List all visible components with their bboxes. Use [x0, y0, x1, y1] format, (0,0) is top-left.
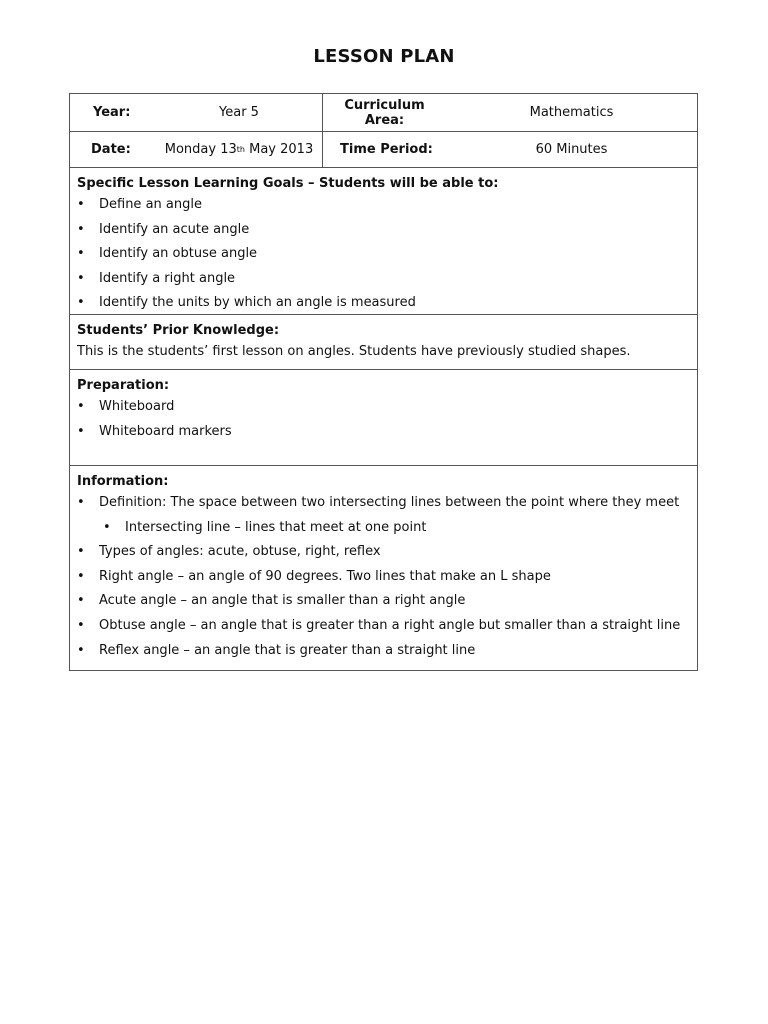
preparation-list: [77, 395, 690, 444]
list-item: • Identify a right angle: [77, 267, 690, 292]
list-item: • Identify the units by which an angle is measured: [77, 291, 690, 316]
learning-goals-section: [70, 168, 697, 315]
header-row-date: [70, 132, 697, 168]
sub-list-item: • Intersecting line – lines that meet at one point: [77, 516, 690, 541]
time-period-value: 60 Minutes: [535, 142, 608, 157]
information-list: [77, 491, 690, 663]
information-section: [70, 466, 697, 670]
curriculum-label-line2: Area:: [364, 112, 405, 128]
prior-knowledge-section: [70, 315, 697, 370]
date-label: Date:: [91, 142, 131, 157]
list-item: • Types of angles: acute, obtuse, right, reflex: [77, 540, 690, 565]
curriculum-area-value: Mathematics: [529, 105, 614, 120]
page-title: LESSON PLAN: [313, 46, 455, 67]
date-value: Monday 13 th May 2013: [164, 142, 314, 157]
list-item: • Acute angle – an angle that is smaller than a right angle: [77, 589, 690, 614]
lesson-plan-table: [69, 93, 698, 671]
curriculum-area-label: [322, 94, 446, 131]
prior-knowledge-text: This is the students’ first lesson on angles. Students have previously studied shapes.: [77, 344, 631, 359]
list-item: • Whiteboard: [77, 395, 690, 420]
time-period-label: Time Period:: [322, 132, 446, 167]
preparation-section: [70, 370, 697, 466]
list-item: • Define an angle: [77, 193, 690, 218]
list-item: • Reflex angle – an angle that is greater than a straight line: [77, 639, 690, 664]
header-row-year: [70, 94, 697, 132]
curriculum-label-line1: Curriculum: [344, 97, 425, 113]
year-value: Year 5: [219, 105, 259, 120]
learning-goals-heading: Specific Lesson Learning Goals – Students will be able to:: [77, 176, 499, 191]
prior-knowledge-heading: Students’ Prior Knowledge:: [77, 323, 280, 338]
list-item: • Obtuse angle – an angle that is greater than a right angle but smaller than a straight line: [77, 614, 690, 639]
learning-goals-list: [77, 193, 690, 316]
information-heading: Information:: [77, 474, 169, 489]
year-label: Year:: [93, 105, 131, 120]
list-item: • Definition: The space between two intersecting lines between the point where they meet: [77, 491, 690, 516]
preparation-heading: Preparation:: [77, 378, 170, 393]
date-day: Monday 13: [164, 142, 237, 157]
list-item: • Identify an acute angle: [77, 218, 690, 243]
list-item: • Identify an obtuse angle: [77, 242, 690, 267]
date-month-year: May 2013: [244, 142, 314, 157]
list-item: • Right angle – an angle of 90 degrees. Two lines that make an L shape: [77, 565, 690, 590]
list-item: • Whiteboard markers: [77, 420, 690, 445]
